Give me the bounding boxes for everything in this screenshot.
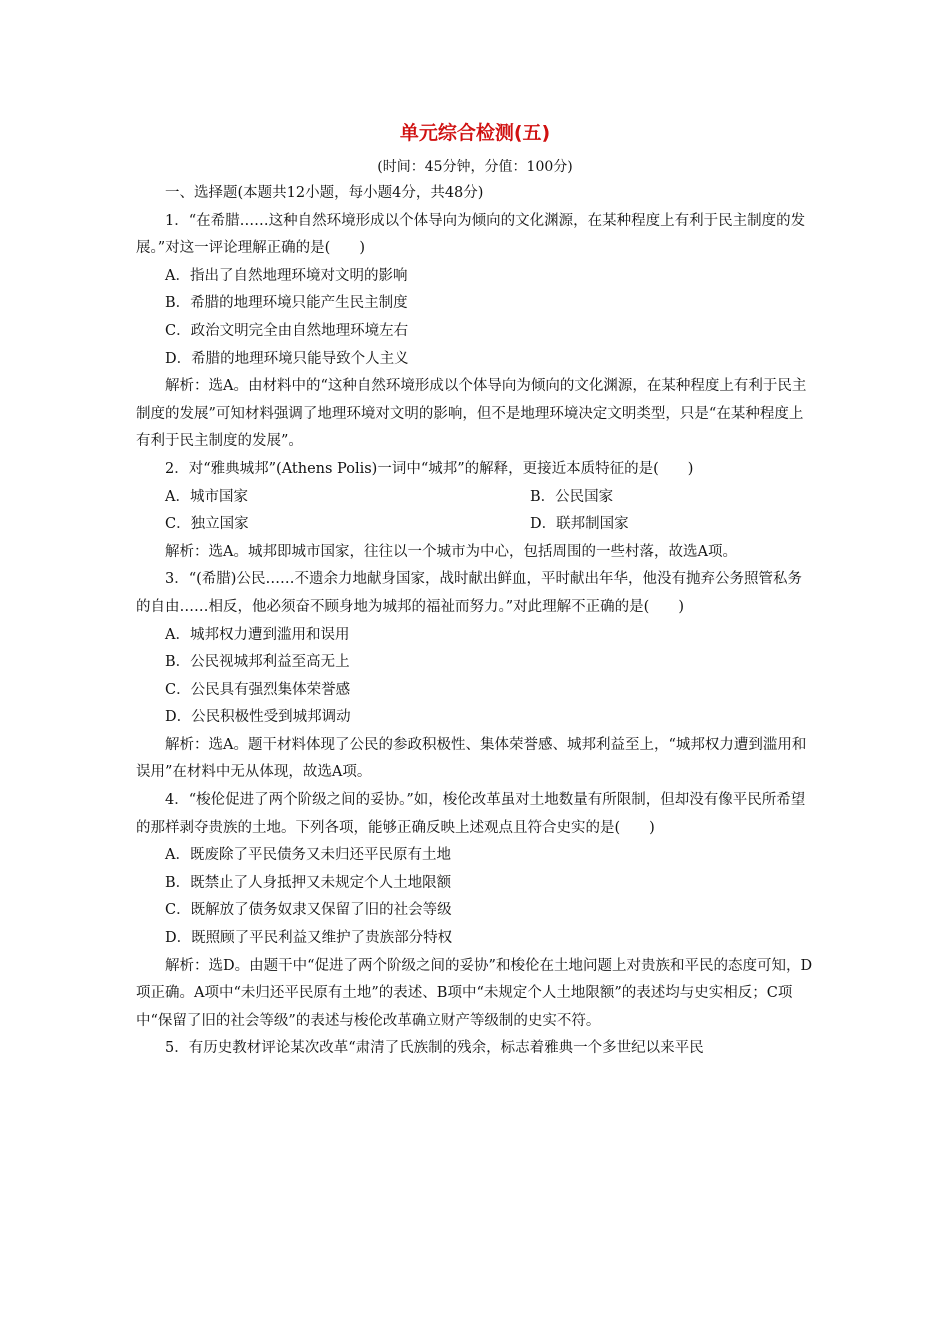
question-1-option-b: B．希腊的地理环境只能产生民主制度	[165, 295, 408, 312]
question-2-stem: 2．对“雅典城邦”(Athens Polis)一词中“城邦”的解释，更接近本质特征的是( )	[165, 460, 694, 477]
document-body	[136, 180, 816, 1063]
question-1-option-c: C．政治文明完全由自然地理环境左右	[165, 322, 409, 339]
question-2-options-row-1	[136, 484, 816, 512]
question-2-option-a: A．城市国家	[165, 488, 248, 505]
question-4-option-a: A．既废除了平民债务又未归还平民原有土地	[165, 847, 451, 864]
question-3-analysis: 解析：选A。题干材料体现了公民的参政积极性、集体荣誉感、城邦利益至上，“城邦权力遭到滥用和误用”在材料中无从体现，故选A项。	[136, 736, 807, 781]
question-2-option-d: D．联邦制国家	[530, 516, 629, 533]
question-3-option-c: C．公民具有强烈集体荣誉感	[165, 681, 351, 698]
question-4-analysis: 解析：选D。由题干中“促进了两个阶级之间的妥协”和梭伦在土地问题上对贵族和平民的态度可知，D项正确。A项中“未归还平民原有土地”的表述、B项中“未规定个人土地限额”的表述均与史实相反；C项中“保留了旧的社会等级”的表述与梭伦改革确立财产等级制的史实不符。	[136, 957, 813, 1029]
question-3-option-a: A．城邦权力遭到滥用和误用	[165, 626, 350, 643]
question-4-option-b: B．既禁止了人身抵押又未规定个人土地限额	[165, 874, 452, 891]
question-1-option-d: D．希腊的地理环境只能导致个人主义	[165, 350, 409, 367]
question-3-stem: 3．“(希腊)公民……不遗余力地献身国家，战时献出鲜血，平时献出年华，他没有抛弃公务照管私务的自由……相反，他必须奋不顾身地为城邦的福祉而努力。”对此理解不正确的是( )	[136, 571, 802, 615]
question-2-option-b: B．公民国家	[530, 488, 614, 505]
page-subtitle: (时间：45分钟，分值：100分)	[377, 159, 573, 175]
question-3-option-b: B．公民视城邦利益至高无上	[165, 654, 350, 671]
page-title: 单元综合检测(五)	[399, 122, 551, 144]
question-5-stem: 5．有历史教材评论某次改革“肃清了氏族制的残余，标志着雅典一个多世纪以来平民	[165, 1040, 704, 1057]
question-2-option-c: C．独立国家	[165, 516, 249, 533]
question-1-analysis: 解析：选A。由材料中的“这种自然环境形成以个体导向为倾向的文化渊源，在某种程度上有利于民主制度的发展”可知材料强调了地理环境对文明的影响，但不是地理环境决定文明类型，只是“在某种程度上有利于民主制度的发展”。	[136, 378, 807, 450]
question-1-option-a: A．指出了自然地理环境对文明的影响	[165, 267, 408, 284]
section-heading: 一、选择题(本题共12小题，每小题4分，共48分)	[165, 185, 484, 201]
question-4-option-c: C．既解放了债务奴隶又保留了旧的社会等级	[165, 902, 452, 919]
question-1-stem: 1．“在希腊……这种自然环境形成以个体导向为倾向的文化渊源，在某种程度上有利于民主制度的发展。”对这一评论理解正确的是( )	[136, 212, 806, 257]
question-4-stem: 4．“梭伦促进了两个阶级之间的妥协。”如，梭伦改革虽对土地数量有所限制，但却没有像平民所希望的那样剥夺贵族的土地。下列各项，能够正确反映上述观点且符合史实的是( )	[136, 792, 806, 836]
question-3-option-d: D．公民积极性受到城邦调动	[165, 709, 351, 726]
question-4-option-d: D．既照顾了平民利益又维护了贵族部分特权	[165, 930, 453, 947]
question-2-options-row-2	[136, 511, 816, 539]
question-2-analysis: 解析：选A。城邦即城市国家，往往以一个城市为中心，包括周围的一些村落，故选A项。	[165, 543, 737, 560]
